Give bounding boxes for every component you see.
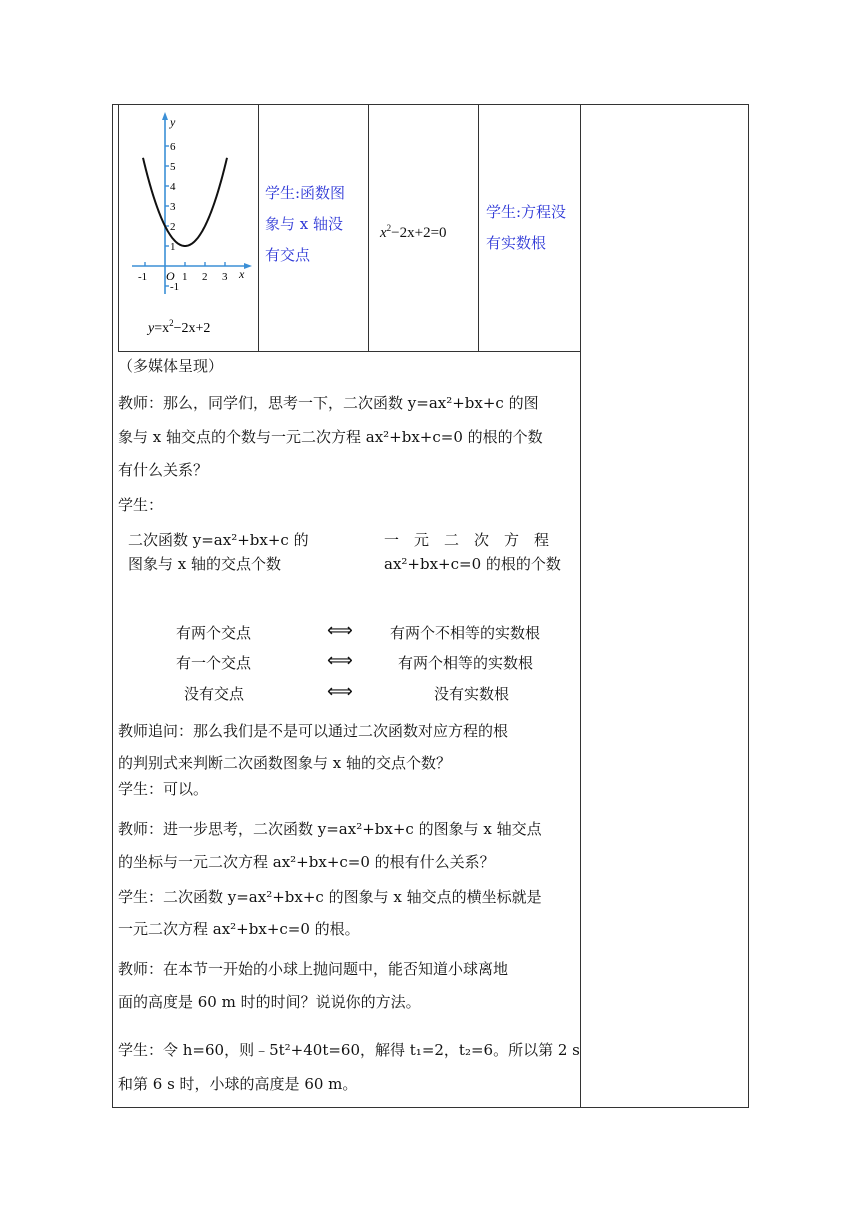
student-answer-4-line2: 和第 6 s 时，小球的高度是 60 m。 [118, 1075, 358, 1093]
y-tick-label: 3 [170, 201, 176, 213]
relation-left: 有一个交点 [176, 654, 252, 672]
teacher-question-1-line1: 教师：那么，同学们，思考一下，二次函数 y=ax²+bx+c 的图 [118, 394, 539, 412]
teacher-question-2-line1: 教师追问：那么我们是不是可以通过二次函数对应方程的根 [118, 722, 509, 740]
caption-rest: −2x+2 [173, 321, 211, 336]
teacher-question-4-line1: 教师：在本节一开始的小球上抛问题中，能否知道小球离地 [118, 960, 509, 978]
student-cell-2-line: 有实数根 [486, 234, 547, 252]
double-arrow-icon: ⟺ [327, 620, 353, 641]
x-axis-label: x [239, 267, 245, 281]
student-cell-1-line: 有交点 [265, 246, 311, 264]
y-axis-label: y [170, 115, 176, 129]
student-cell-1 [265, 178, 345, 271]
y-tick-label: 1 [170, 241, 176, 253]
teacher-question-3-line1: 教师：进一步思考，二次函数 y=ax²+bx+c 的图象与 x 轴交点 [118, 820, 542, 838]
student-answer-4-line1: 学生：令 h=60，则﹣5t²+40t=60，解得 t₁=2，t₂=6。所以第 2 s [118, 1041, 580, 1059]
student-answer-2: 学生：可以。 [118, 780, 209, 798]
teacher-question-1-line2: 象与 x 轴交点的个数与一元二次方程 ax²+bx+c=0 的根的个数 [118, 428, 543, 446]
relation-right: 有两个相等的实数根 [398, 654, 534, 672]
cell-divider-2 [368, 104, 369, 352]
y-tick-label: -1 [170, 281, 180, 293]
relation-left: 有两个交点 [176, 624, 252, 642]
x-tick-label: -1 [138, 271, 148, 283]
compare-left-line1: 二次函数 y=ax²+bx+c 的 [128, 531, 309, 549]
student-cell-1-line: 学生:函数图 [265, 184, 346, 202]
double-arrow-icon: ⟺ [327, 681, 353, 702]
relation-left: 没有交点 [184, 685, 245, 703]
cell-divider-3 [478, 104, 479, 352]
caption-eq: =x [154, 321, 170, 336]
origin-label: O [166, 269, 175, 283]
compare-right-line1: 一 元 二 次 方 程 [384, 531, 550, 549]
x-axis-arrow [244, 263, 252, 269]
y-axis-arrow [162, 112, 168, 120]
compare-left-line2: 图象与 x 轴的交点个数 [128, 555, 281, 573]
teacher-question-3-line2: 的坐标与一元二次方程 ax²+bx+c=0 的根有什么关系？ [118, 853, 495, 871]
student-label: 学生： [118, 496, 164, 514]
y-tick-label: 4 [170, 181, 176, 193]
student-cell-2-line: 学生:方程没 [486, 203, 567, 221]
eq-sup: 2 [386, 223, 392, 233]
cell-divider-1 [258, 104, 259, 352]
multimedia-note: （多媒体呈现） [118, 357, 224, 375]
student-cell-2 [486, 197, 566, 259]
graph-caption [146, 318, 210, 336]
eq-x: x [380, 225, 387, 241]
student-answer-3-line1: 学生：二次函数 y=ax²+bx+c 的图象与 x 轴交点的横坐标就是 [118, 888, 542, 906]
teacher-question-2-line2: 的判别式来判断二次函数图象与 x 轴的交点个数？ [118, 754, 451, 772]
caption-y: y [148, 321, 155, 336]
parabola-curve [143, 158, 227, 246]
x-tick-label: 1 [182, 271, 188, 283]
y-tick-label: 6 [170, 141, 176, 153]
compare-right-line2: ax²+bx+c=0 的根的个数 [384, 555, 561, 573]
x-tick-label: 3 [222, 271, 228, 283]
x-tick-label: 2 [202, 271, 208, 283]
student-answer-3-line2: 一元二次方程 ax²+bx+c=0 的根。 [118, 920, 360, 938]
graph-axes [132, 116, 248, 294]
equation-cell [380, 213, 447, 249]
y-tick-label: 2 [170, 221, 176, 233]
double-arrow-icon: ⟺ [327, 650, 353, 671]
relation-right: 有两个不相等的实数根 [390, 624, 541, 642]
student-cell-1-line: 象与 x 轴没 [265, 215, 343, 233]
teacher-question-4-line2: 面的高度是 60 m 时的时间？说说你的方法。 [118, 993, 421, 1011]
eq-rest: −2x+2=0 [391, 225, 447, 241]
parabola-graph [120, 106, 256, 350]
caption-sup: 2 [169, 318, 174, 328]
teacher-question-1-line3: 有什么关系？ [118, 461, 209, 479]
relation-right: 没有实数根 [434, 685, 510, 703]
y-tick-label: 5 [170, 161, 176, 173]
